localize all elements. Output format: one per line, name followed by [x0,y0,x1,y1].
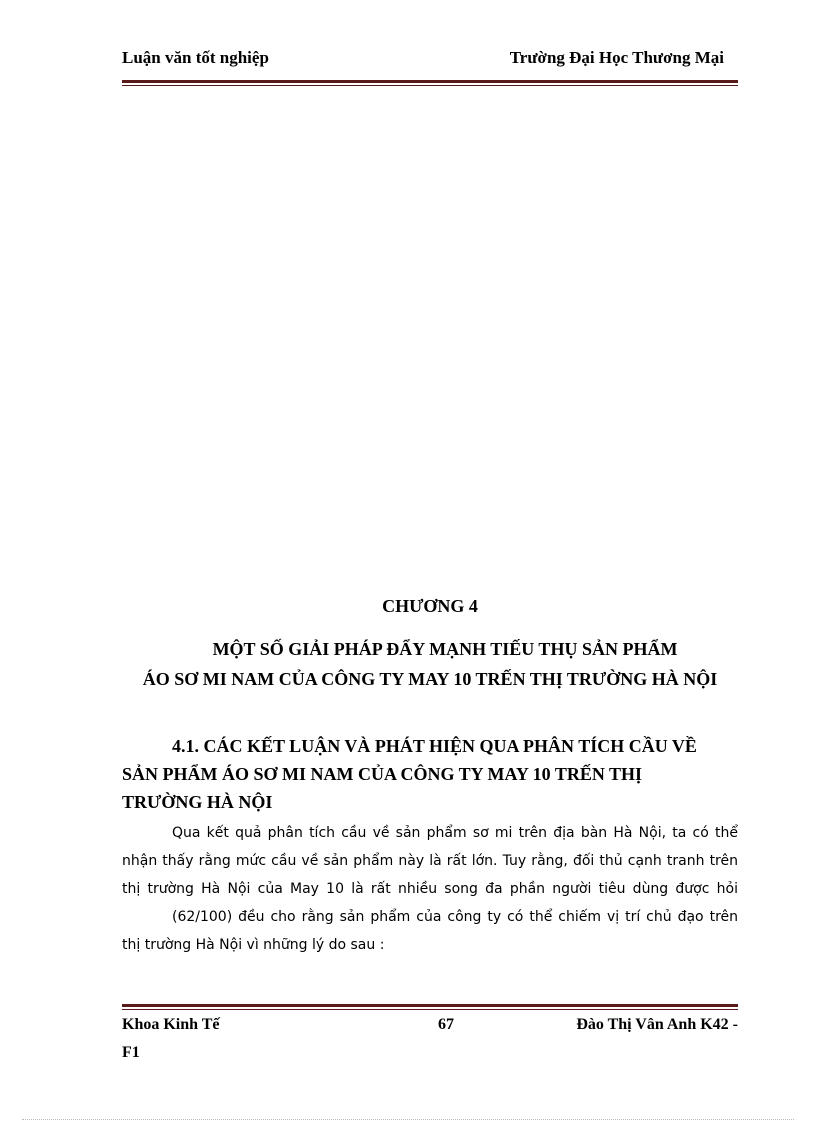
chapter-title-line: MỘT SỐ GIẢI PHÁP ĐẨY MẠNH TIẾU THỤ SẢN PHẨM [212,639,678,659]
page-bottom-dotted-line [22,1119,794,1120]
page-number: 67 [438,1016,454,1033]
footer-right-continuation: F1 [122,1044,140,1061]
body-paragraph-1 [122,819,738,903]
header-right-text: Trường Đại Học Thương Mại [509,48,724,67]
header-left-text: Luận văn tốt nghiệp [122,48,269,67]
section-heading-line: SẢN PHẨM ÁO SƠ MI NAM CỦA CÔNG TY MAY 10 TRẾN THỊ [122,764,643,784]
body-paragraph-2 [122,903,738,959]
paragraph-line: thị trường Hà Nội vì những lý do sau : [122,937,385,953]
paragraph-line: (62/100) đều cho rằng sản phẩm của công ty có thể chiếm vị trí chủ đạo trên [172,909,738,925]
header-rule-thick [122,80,738,83]
paragraph-line: nhận thấy rằng mức cầu về sản phẩm này là rất lớn. Tuy rằng, đối thủ cạnh tranh trên [122,853,738,869]
chapter-title-line: NỘI [683,669,718,689]
chapter-label: CHƯƠNG 4 [382,596,478,616]
footer-rule-thick [122,1004,738,1007]
footer-right-text: Đào Thị Vân Anh K42 - [576,1016,738,1033]
chapter-title [122,634,738,694]
section-heading [122,732,738,816]
chapter-title-line: ÁO SƠ MI NAM CỦA CÔNG TY MAY 10 TRẾN THỊ TRƯỜNG HÀ [142,669,679,689]
section-heading-line: 4.1. CÁC KẾT LUẬN VÀ PHÁT HIỆN QUA PHÂN TÍCH CẦU VỀ [172,736,697,756]
header-rule-thin [122,85,738,86]
footer-rule-thin [122,1009,738,1010]
footer-left-text: Khoa Kinh Tế [122,1016,220,1033]
paragraph-line: Qua kết quả phân tích cầu về sản phẩm sơ mi trên địa bàn Hà Nội, ta có thể [172,825,738,841]
paragraph-line: thị trường Hà Nội của May 10 là rất nhiều song đa phần người tiêu dùng được hỏi [122,881,738,897]
section-heading-line: TRƯỜNG HÀ NỘI [122,792,273,812]
